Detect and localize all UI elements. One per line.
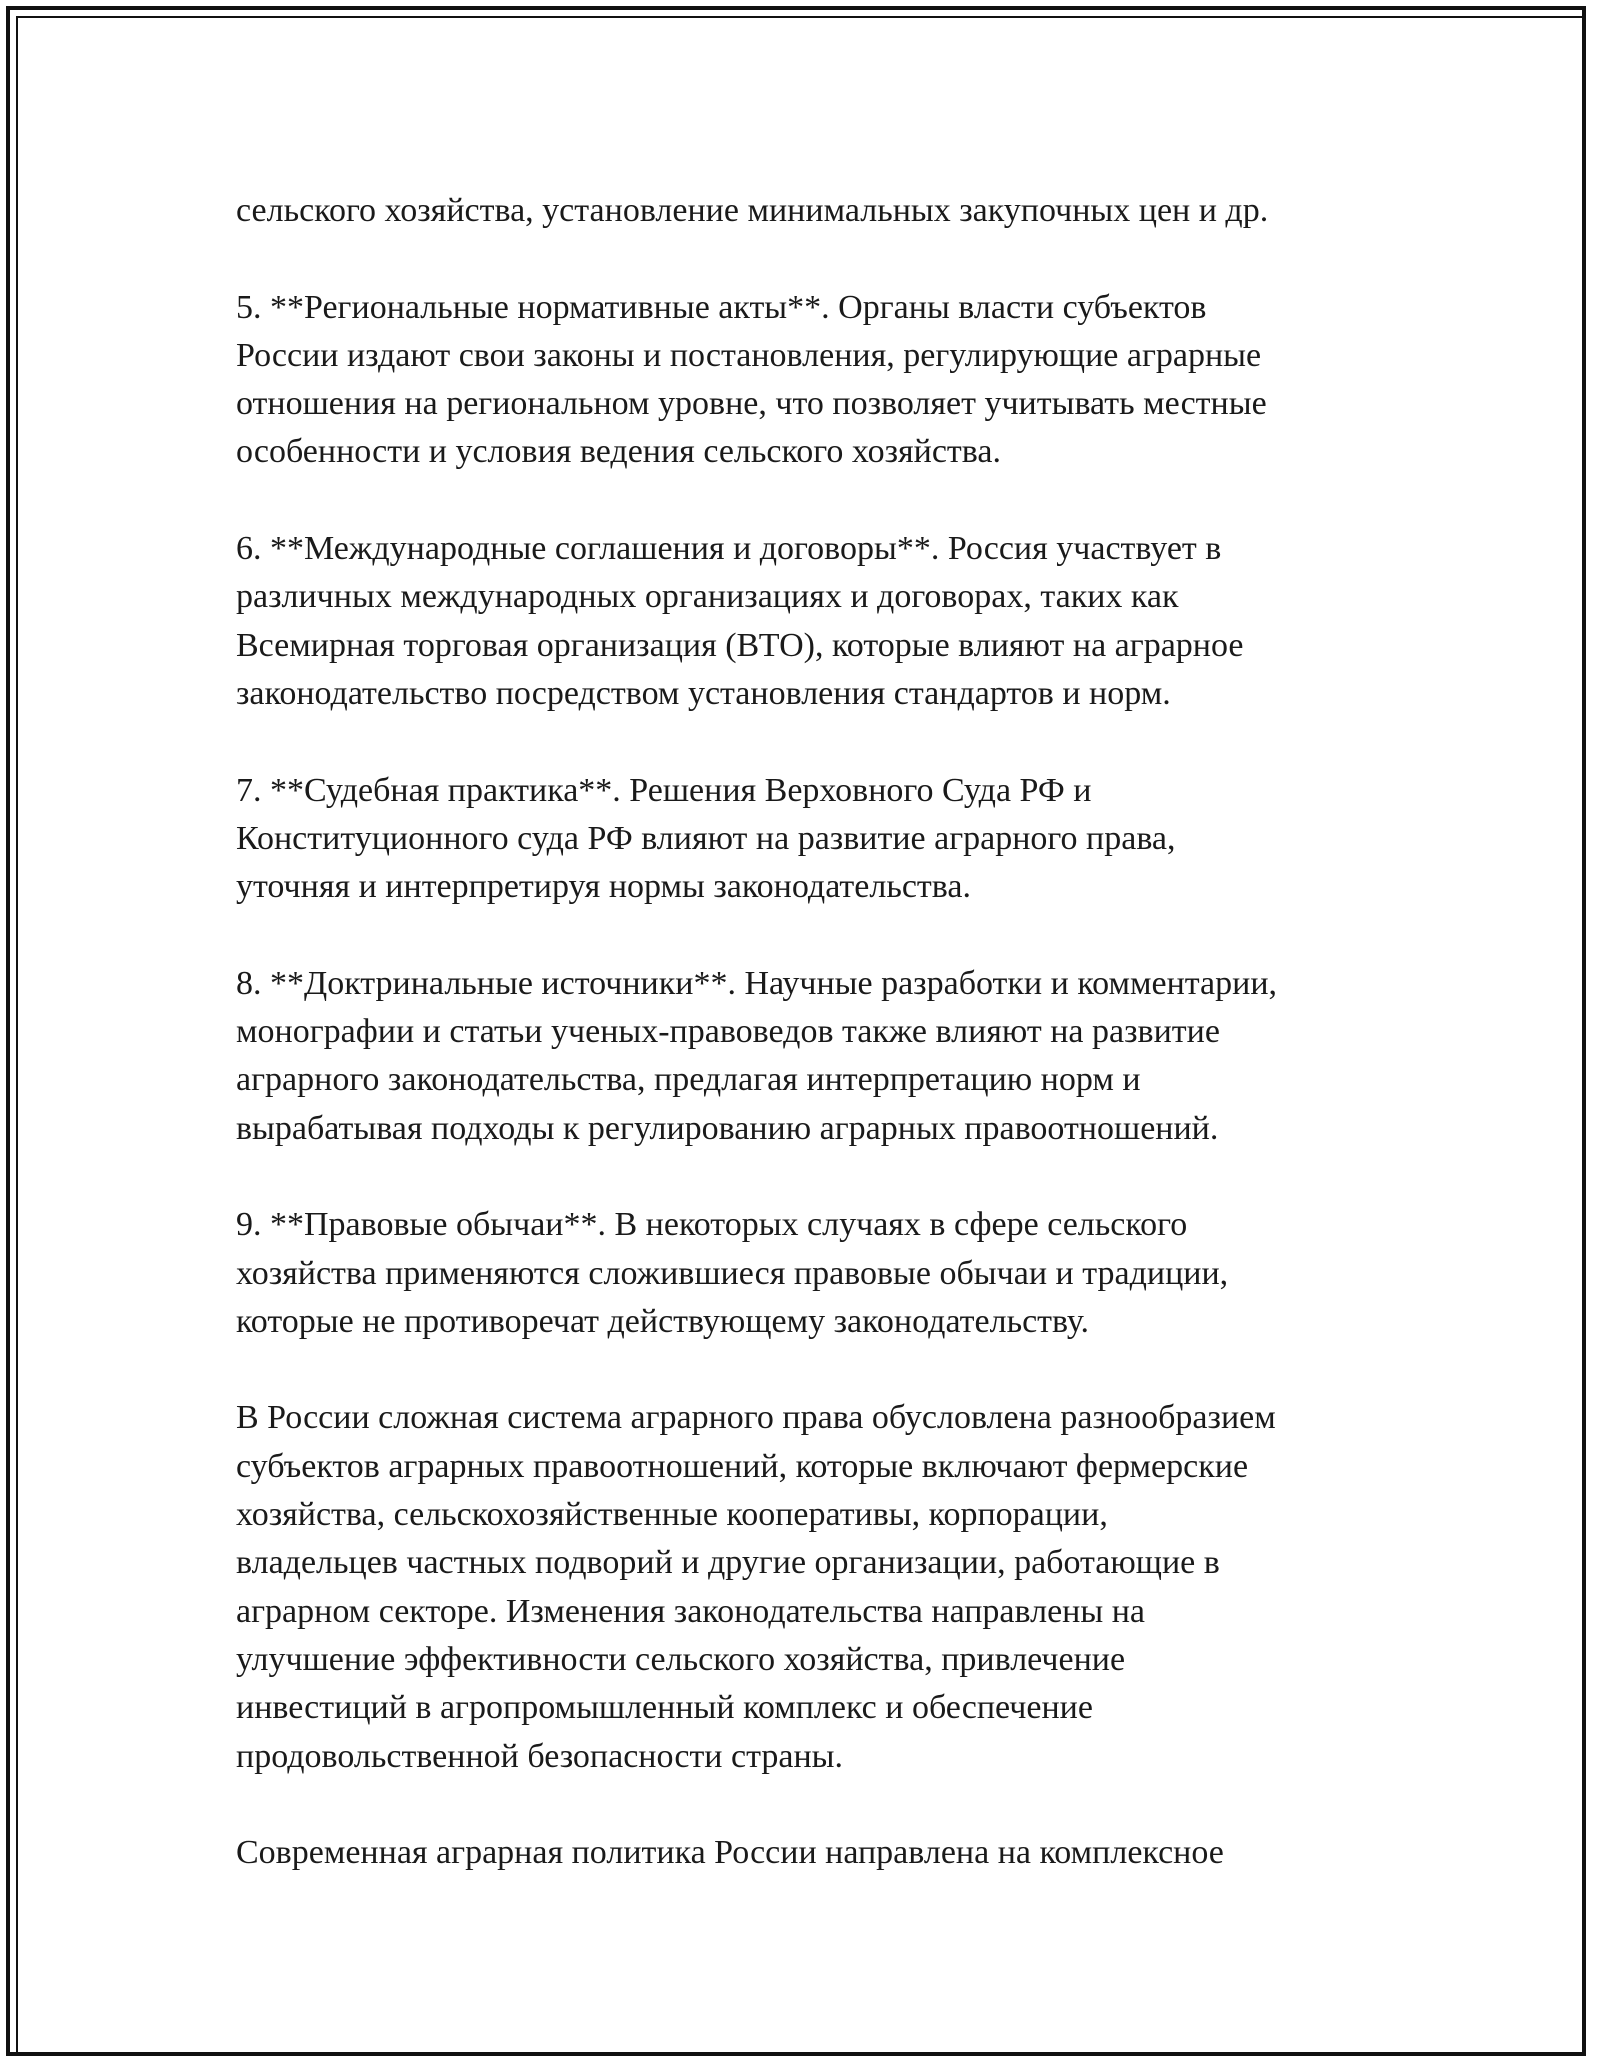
text-line: инвестиций в агропромышленный комплекс и обеспечение — [236, 1689, 1093, 1727]
text-line: 5. **Региональные нормативные акты**. Органы власти субъектов — [236, 288, 1207, 326]
text-line: Конституционного суда РФ влияют на развитие аграрного права, — [236, 819, 1176, 857]
paragraph-item-9 — [236, 1201, 1386, 1346]
text-line: 8. **Доктринальные источники**. Научные разработки и комментарии, — [236, 964, 1278, 1002]
text-line: аграрном секторе. Изменения законодательства направлены на — [236, 1592, 1146, 1630]
text-line: продовольственной безопасности страны. — [236, 1737, 843, 1775]
text-line: Всемирная торговая организация (ВТО), которые влияют на аграрное — [236, 626, 1244, 664]
text-line: 6. **Международные соглашения и договоры**. Россия участвует в — [236, 530, 1222, 568]
paragraph-policy — [236, 1829, 1386, 1877]
text-line: которые не противоречат действующему законодательству. — [236, 1302, 1090, 1340]
text-line: особенности и условия ведения сельского хозяйства. — [236, 433, 1001, 471]
text-line: В России сложная система аграрного права обусловлена разнообразием — [236, 1399, 1276, 1437]
text-line: хозяйства, сельскохозяйственные кооперативы, корпорации, — [236, 1496, 1108, 1534]
text-line: Современная аграрная политика России направлена на комплексное — [236, 1834, 1224, 1872]
paragraph-item-5 — [236, 284, 1386, 477]
text-line: хозяйства применяются сложившиеся правовые обычаи и традиции, — [236, 1254, 1229, 1292]
paragraph-item-8 — [236, 960, 1386, 1153]
text-line: законодательство посредством установления стандартов и норм. — [236, 674, 1171, 712]
text-line: России издают свои законы и постановления, регулирующие аграрные — [236, 336, 1262, 374]
text-line: монографии и статьи ученых-правоведов также влияют на развитие — [236, 1013, 1220, 1051]
paragraph-summary — [236, 1394, 1386, 1780]
document-body — [236, 187, 1386, 1926]
text-line: 9. **Правовые обычаи**. В некоторых случаях в сфере сельского — [236, 1206, 1188, 1244]
text-line: различных международных организациях и договорах, таких как — [236, 578, 1179, 616]
text-line: сельского хозяйства, установление минимальных закупочных цен и др. — [236, 192, 1269, 229]
text-line: уточняя и интерпретируя нормы законодательства. — [236, 868, 971, 906]
text-line: отношения на региональном уровне, что позволяет учитывать местные — [236, 385, 1267, 423]
paragraph-item-7 — [236, 767, 1386, 912]
text-line: владельцев частных подворий и другие организации, работающие в — [236, 1544, 1220, 1582]
text-line: 7. **Судебная практика**. Решения Верховного Суда РФ и — [236, 771, 1092, 809]
text-line: вырабатывая подходы к регулированию аграрных правоотношений. — [236, 1109, 1219, 1147]
text-line: улучшение эффективности сельского хозяйства, привлечение — [236, 1640, 1126, 1678]
text-line: аграрного законодательства, предлагая интерпретацию норм и — [236, 1061, 1141, 1099]
paragraph-item-6 — [236, 525, 1386, 718]
paragraph-continuation — [236, 187, 1386, 235]
text-line: субъектов аграрных правоотношений, которые включают фермерские — [236, 1447, 1249, 1485]
